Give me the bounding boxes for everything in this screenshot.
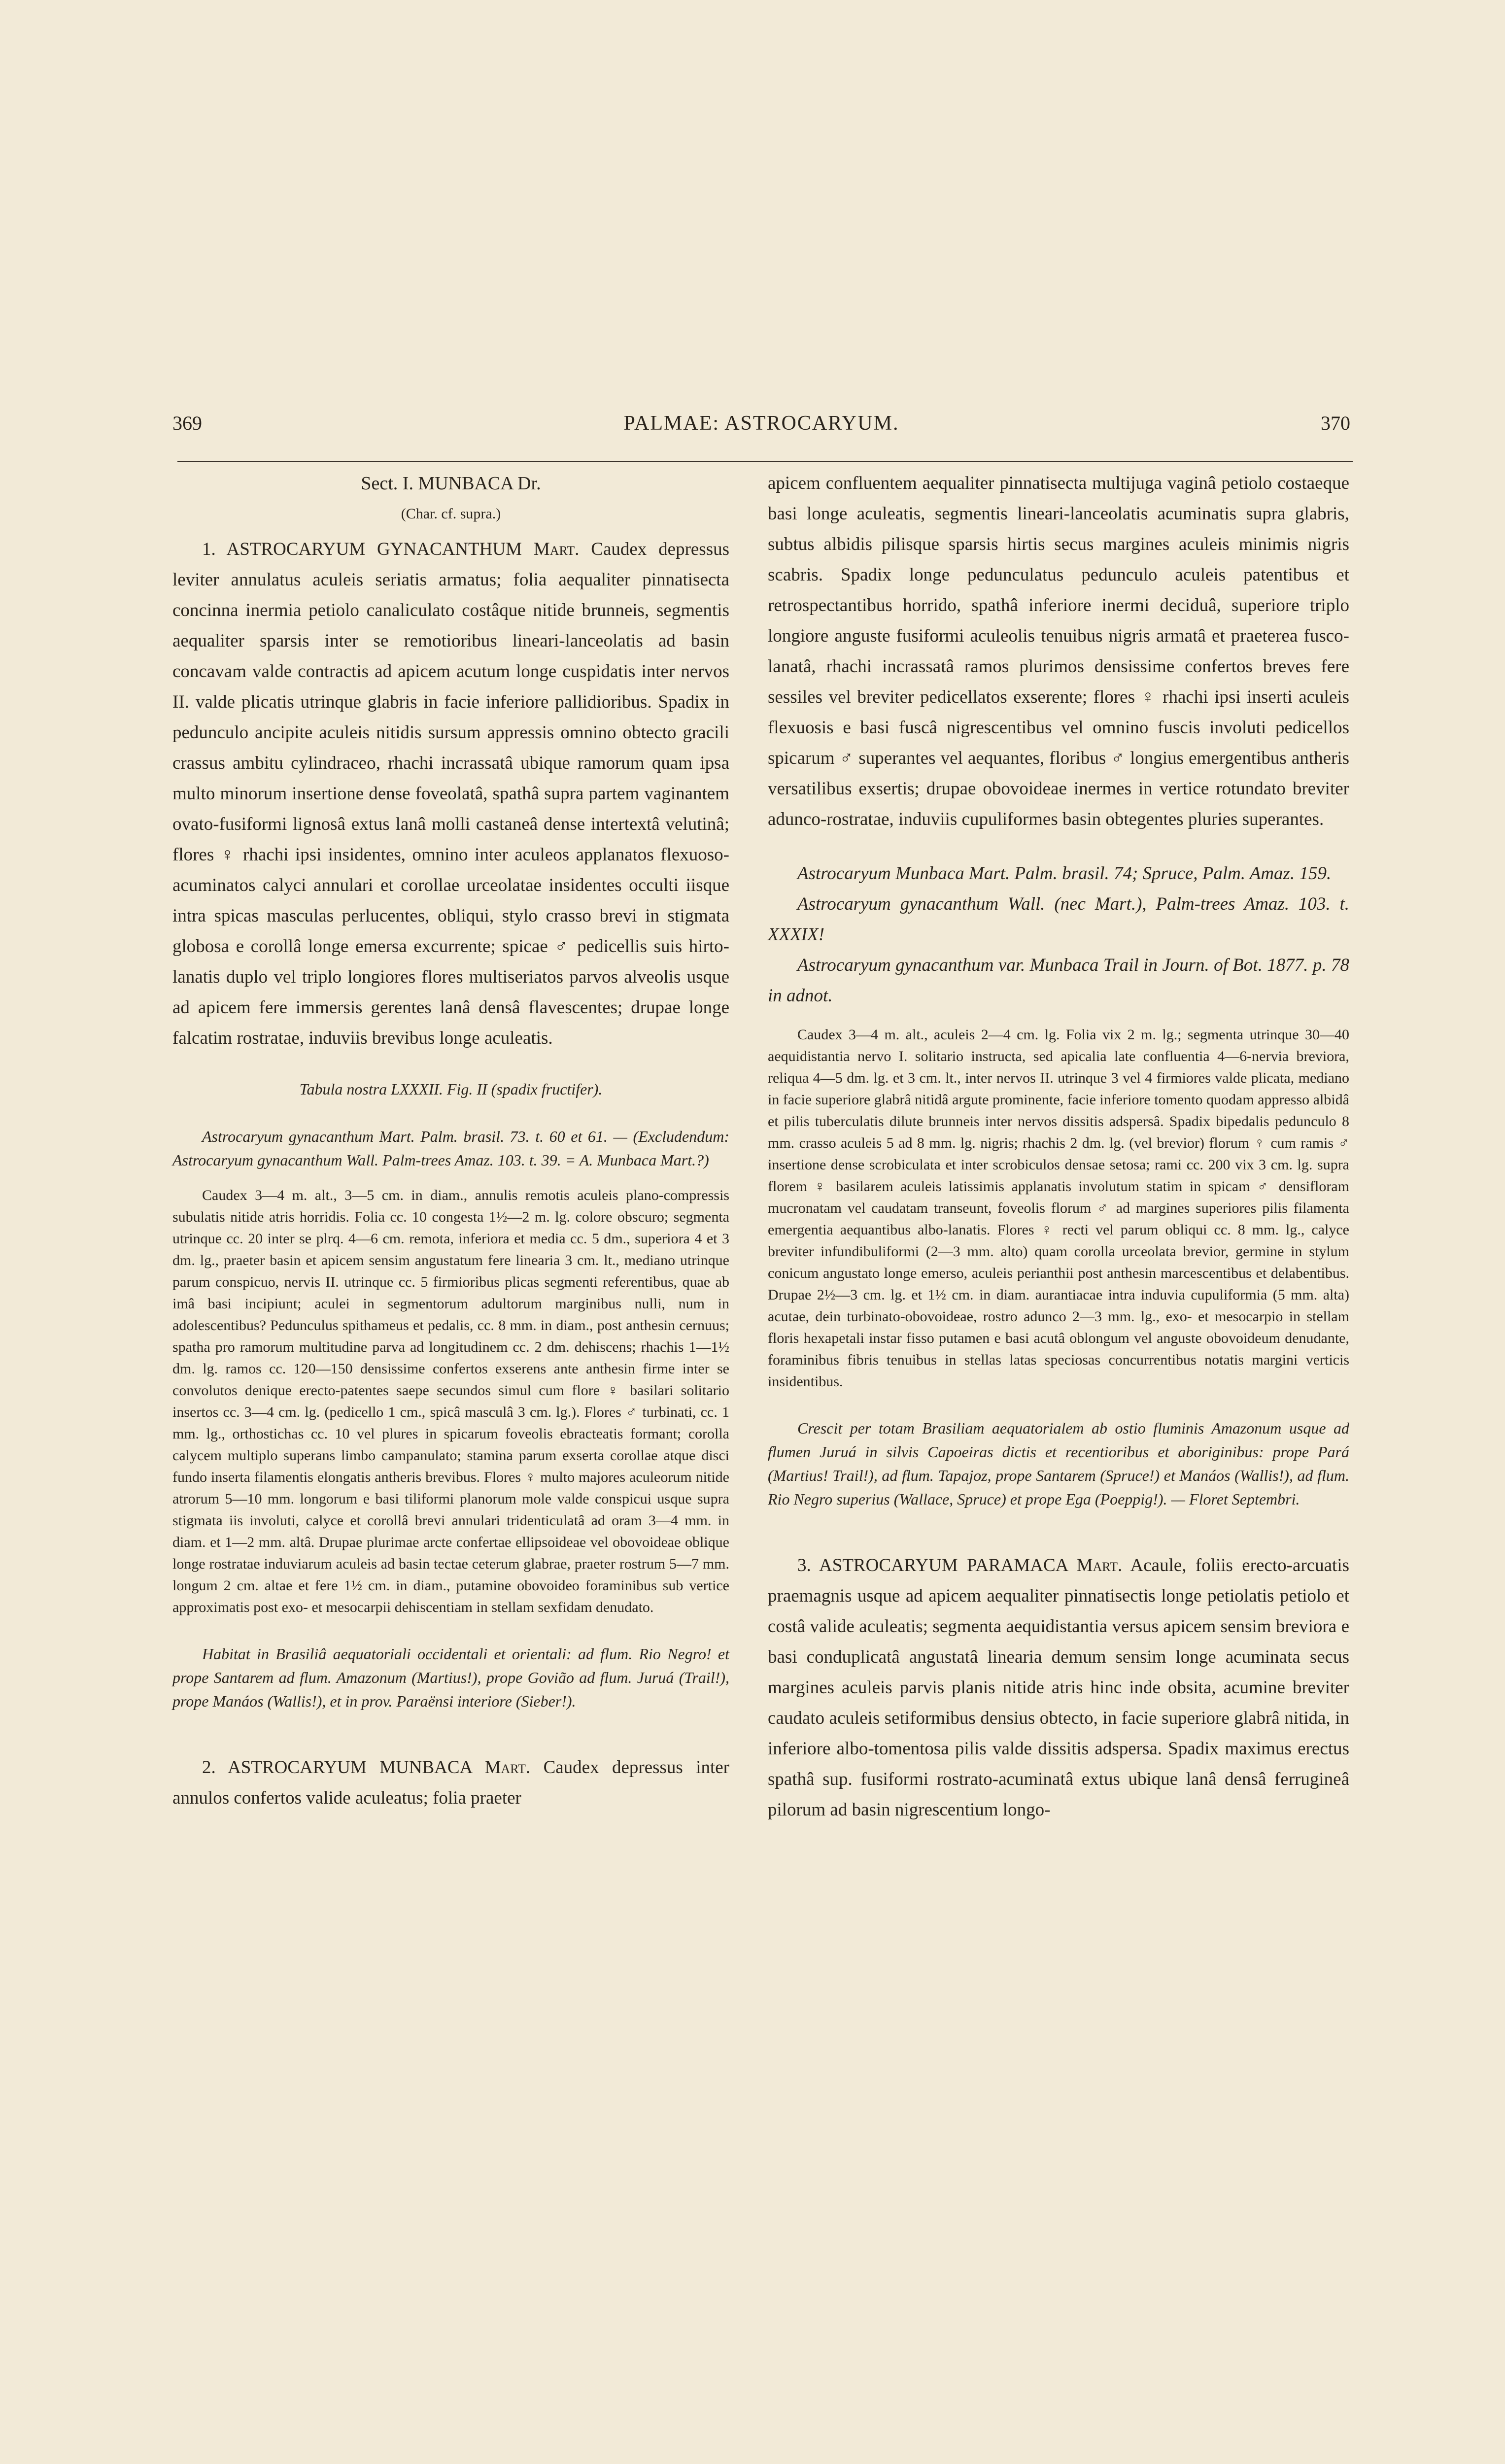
- species-2-description: Caudex 3—4 m. alt., aculeis 2—4 cm. lg. Folia vix 2 m. lg.; segmenta utrinque 30—40 aequidistantia nervo I. solitario instructa, sed apicalia late confluentia 4—6-nervia breviora, reliqua 4—5 dm. lg. et 3 cm. lt., inter nervos II. utrinque 3 vel 4 firmiores valde plicata, mediano in facie superiore glabrâ nitidâ argute prominente, facie inferiore tomento quodam appresso albidâ et pilis tuberculatis dilute brunneis inter nervos dissitis adspersâ. Spadix bipedalis pedunculo 8 mm. crasso aculeis 5 ad 8 mm. lg. nigris; rhachis 2 dm. lg. (vel brevior) florum ♀ cum ramis ♂ insertione dense scrobiculata et inter scrobiculos densae setosa; rami cc. 200 vix 3 cm. lg. supra florem ♀ basilarem aculeis latissimis applanatis involutum statim in spicam ♂ densifloram mucronatam vel caudatam transeunt, foveolis florum ♂ ad margines superiores pilis filamenta emergentia aequantibus albo-lanatis. Flores ♀ recti vel parum obliqui cc. 8 mm. lg., calyce breviter infundibuliformi (2—3 mm. alto) quam corolla urceolata brevior, germine in stylum conicum angustato longe emerso, aculeis perianthii post anthesin marcescentibus et delabentibus. Drupae 2½—3 cm. lg. et 1½ cm. in diam. aurantiacae intra induvia cupuliformia (5 mm. alta) acutae, dein turbinato-obovoideae, rostro adunco 2—3 mm. lg., exo- et mesocarpio in stellam floris hexapetali instar fisso putamen e basi acutâ oblongum vel anguste obovoideum denudante, foraminibus fibris tenuibus in stellas latas speciosas concurrentibus notatis margini verticis insidentibus.: [768, 1027, 1349, 1390]
- page-header: [172, 411, 1350, 451]
- species-2-habitat: Crescit per totam Brasiliam aequatorialem ab ostio fluminis Amazonum usque ad flumen Juruá in silvis Capoeiras dictis et recentioribus et aboriginibus: prope Pará (Martius! Trail!), ad flum. Tapajoz, prope Santarem (Spruce!) et Manáos (Wallis!), ad flum. Rio Negro superius (Wallace, Spruce) et prope Ega (Poeppig!). — Floret Septembri.: [768, 1419, 1349, 1508]
- left-column: [172, 468, 729, 1814]
- species-1-habitat: Habitat in Brasiliâ aequatoriali occidentali et orientali: ad flum. Rio Negro! et prope Santarem ad flum. Amazonum (Martius!), prope Govião ad flum. Juruá (Trail!), prope Manáos (Wallis!), et in prov. Paraënsi interiore (Sieber!).: [172, 1645, 729, 1710]
- species-1-synonymy: Astrocaryum gynacanthum Mart. Palm. brasil. 73. t. 60 et 61. — (Excludendum: Astrocaryum gynacanthum Wall. Palm-trees Amaz. 103. t. 39. = A. Munbaca Mart.?): [172, 1128, 729, 1169]
- species-3-paragraph: [768, 1550, 1349, 1825]
- right-column: [768, 468, 1349, 1825]
- species-2-paragraph: [172, 1752, 729, 1814]
- species-2-continuation: apicem confluentem aequaliter pinnatisecta multijuga vaginâ petiolo costaeque basi longe aculeatis, segmentis lineari-lanceolatis acuminatis supra glabris, subtus albidis pilisque sparsis hirtis secus margines aculeis minimis nigris scabris. Spadix longe pedunculatus pedunculo aculeis patentibus et retrospectantibus horrido, spathâ inferiore inermi deciduâ, superiore triplo longiore anguste fusiformi aculeolis tenuibus nigris armatâ et praeterea fusco-lanatâ, rhachi incrassatâ ramos plurimos densissime confertos breves fere sessiles vel breviter pedicellatos exserente; flores ♀ rhachi ipsi inserti aculeis flexuosis e basi fuscâ nigrescentibus vel omnino fuscis involuti pedicellos spicarum ♂ superantes vel aequantes, floribus ♂ longius emergentibus antheris versatilibus exsertis; drupae obovoideae inermes in vertice rotundato breviter adunco-rostratae, induviis cupuliformes basin obtegentes pluries superantes.: [768, 473, 1349, 829]
- species-2-synonym-2: Astrocaryum gynacanthum Wall. (nec Mart.), Palm-trees Amaz. 103. t. XXXIX!: [768, 894, 1349, 945]
- species-1-text: Caudex depressus leviter annulatus aculeis seriatis armatus; folia aequaliter pinnatisecta concinna inermia petiolo canaliculato costâque nitide brunneis, segmentis aequaliter sparsis inter se remotioribus lineari-lanceolatis ad basin concavam valde contractis ad apicem acutum longe cuspidatis inter nervos II. valde plicatis utrinque glabris in facie inferiore pallidioribus. Spadix in pedunculo ancipite aculeis nitidis sursum appressis omnino obtecto gracili crassus ambitu cylindraceo, rhachi incrassatâ ubique ramorum quam ipsa multo minorum insertione dense foveolatâ, spathâ supra partem vaginantem ovato-fusiformi lignosâ extus lanâ molli castaneâ dense intertextâ velutinâ; flores ♀ rhachi ipsi insidentes, omnino inter aculeos applanatos flexuoso-acuminatos calyci annulari et corollae urceolatae insidentes occulti iisque intra spicas masculas perlucentes, obliqui, stylo crasso brevi in stigmata globosa e corollâ longe emersa excurrente; spicae ♂ pedicellis suis hirto-lanatis duplo vel triplo longiores flores multiseriatos parvos alveolis usque ad apicem fere immersis gerentes lanâ densâ flavescentes; drupae longe falcatim rostratae, induviis brevibus longe aculeatis.: [172, 539, 730, 1048]
- species-1-paragraph: [172, 534, 729, 1054]
- species-1-heading: 1. ASTROCARYUM GYNACANTHUM Mart.: [202, 539, 580, 559]
- header-rule: [177, 461, 1353, 462]
- species-2-synonym-3: Astrocaryum gynacanthum var. Munbaca Trail in Journ. of Bot. 1877. p. 78 in adnot.: [768, 955, 1349, 1006]
- tabula-reference: Tabula nostra LXXXII. Fig. II (spadix fructifer).: [299, 1080, 603, 1098]
- section-title: Sect. I. MUNBACA Dr.: [361, 473, 541, 494]
- species-3-heading: 3. ASTROCARYUM PARAMACA Mart.: [797, 1555, 1123, 1575]
- species-2-text: Caudex depressus inter annulos confertos valide aculeatus; folia praeter: [172, 1757, 729, 1808]
- species-1-description: Caudex 3—4 m. alt., 3—5 cm. in diam., annulis remotis aculeis plano-compressis subulatis nitide atris horridis. Folia cc. 10 congesta 1½—2 m. lg. colore obscuro; segmenta utrinque cc. 20 inter se plrq. 4—6 cm. remota, inferiora et media cc. 5 dm., superiora 4 et 3 dm. lg., praeter basin et apicem sensim angustatum fere linearia 3 cm. lt., mediano utrinque parum conspicuo, nervis II. utrinque cc. 5 firmioribus plicas segmenti referentibus, quae ab imâ basi incipiunt; aculei in segmentorum adultorum marginibus nulli, num in adolescentibus? Pedunculus spithameus et pedalis, cc. 8 mm. in diam., post anthesin cernuus; spatha pro ramorum multitudine parva ad longitudinem cc. 2 dm. dehiscens; rhachis 1—1½ dm. lg. ramos cc. 120—150 densissime confertos exserens ante anthesin firme inter se convolutos denique erecto-patentes saepe secundos simul cum flore ♀ basilari solitario insertos cc. 3—4 cm. lg. (pedicello 1 cm., spicâ masculâ 3 cm. lg.). Flores ♂ turbinati, cc. 1 mm. lg., orthostichas cc. 10 vel plures in spicarum foveolis ebracteatis formant; corolla calycem multiplo superans limbo campanulato; stamina parum exserta corollae atque disci fundo inserta filamentis elongatis antheris brevibus. Flores ♀ multo majores aculeorum nitide atrorum 5—10 mm. longorum e basi tiliformi planorum mole valde conspicui usque supra stigmata iis involuti, calyce et corollâ brevi annulari tridenticulatâ ad oram 3—4 mm. in diam. et 1—2 mm. altâ. Drupae plurimae arcte confertae ellipsoideae vel obovoideae oblique longe rostratae induviarum aculeis ad basin tectae ceterum glabrae, praeter rostrum 5—7 mm. longum 2 cm. altae et fere 1½ cm. in diam., putamine obovoideo foraminibus sub vertice approximatis post exo- et mesocarpii dehiscentiam in stellam sexfidam denudato.: [172, 1187, 729, 1615]
- species-3-text: Acaule, foliis erecto-arcuatis praemagnis usque ad apicem aequaliter pinnatisectis longe petiolatis petiolo et costâ valide aculeatis; segmenta aequidistantia versus apicem sensim breviora e basi conduplicatâ angustatâ linearia demum sensim longe acuminata secus margines aculeis parvis planis nitide atris hinc inde obsita, acumine breviter caudato aculeis setiformibus densius obtecto, in facie superiore glabrâ nitida, in inferiore albo-tomentosa pilis valde dissitis adspersa. Spadix maximus erectus spathâ sup. fusiformi rostrato-acuminatâ extus ubique lanâ densâ ferrugineâ pilorum ad basin nigrescentium longo-: [768, 1555, 1349, 1820]
- page-number-left: 369: [172, 412, 202, 434]
- species-2-synonym-1: Astrocaryum Munbaca Mart. Palm. brasil. 74; Spruce, Palm. Amaz. 159.: [797, 863, 1332, 884]
- char-note: (Char. cf. supra.): [401, 506, 501, 522]
- running-title: PALMAE: ASTROCARYUM.: [623, 412, 899, 435]
- species-2-heading: 2. ASTROCARYUM MUNBACA Mart.: [202, 1757, 531, 1778]
- page-number-right: 370: [1321, 412, 1350, 434]
